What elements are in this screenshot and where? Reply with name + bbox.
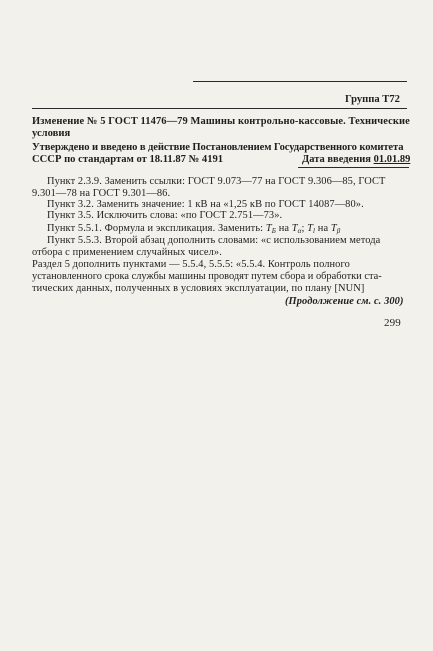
effective-rule [298, 167, 409, 168]
p32-text: Пункт 3.2. Заменить значение: 1 кВ на «1,25 кВ по ГОСТ 14087—80». [47, 199, 364, 210]
approval-line2: СССР по стандартам от 18.11.87 № 4191 [32, 154, 224, 165]
p239-line1: Пункт 2.3.9. Заменить ссылки: ГОСТ 9.073—77 на ГОСТ 9.306—85, ГОСТ [47, 176, 386, 187]
p551-text: Пункт 5.5.1. Формула и экспликация. Заменить: [47, 223, 264, 234]
top-rule [193, 81, 407, 82]
approval-line1: Утверждено и введено в действие Постановлением Государственного комитета [32, 142, 404, 153]
symbol-t-alpha: $T_\alpha$ [291, 223, 302, 235]
p553-line2: отбора с применением случайных чисел». [32, 247, 222, 258]
p553-line1: Пункт 5.5.3. Второй абзац дополнить словами: «с использованием метода [47, 235, 381, 246]
symbol-t-beta: $T_\beta$ [330, 223, 341, 235]
effective-label: Дата введения [302, 154, 371, 165]
change-title-line2: условия [32, 128, 71, 139]
p551-line [47, 223, 340, 235]
word-na-2: на [317, 223, 329, 234]
r5-line1: Раздел 5 дополнить пунктами — 5.5.4, 5.5.5: «5.5.4. Контроль полного [32, 259, 350, 270]
page-number: 299 [384, 317, 401, 329]
change-title-line1: Изменение № 5 ГОСТ 11476—79 Машины контрольно-кассовые. Технические [32, 116, 410, 127]
p239-line2: 9.301—78 на ГОСТ 9.301—86. [32, 188, 171, 199]
r5-line3: тических данных, полученных в условиях эксплуатации, по плану [NUN] [32, 283, 365, 294]
word-na-1: на [278, 223, 290, 234]
separator: ; [301, 223, 305, 234]
symbol-t-b: $T_Б$ [265, 223, 276, 235]
group-label: Группа Т72 [345, 94, 400, 105]
r5-line2: установленного срока службы машины проводят путем сбора и обработки ста- [32, 271, 382, 282]
continuation-note: (Продолжение см. с. 300) [285, 296, 404, 307]
effective-date: 01.01.89 [373, 154, 411, 165]
p35-text: Пункт 3.5. Исключить слова: «по ГОСТ 2.751—73». [47, 210, 283, 221]
header-rule [32, 108, 407, 109]
effective-date-line [302, 154, 410, 165]
symbol-t-l: $T_l$ [307, 223, 316, 235]
